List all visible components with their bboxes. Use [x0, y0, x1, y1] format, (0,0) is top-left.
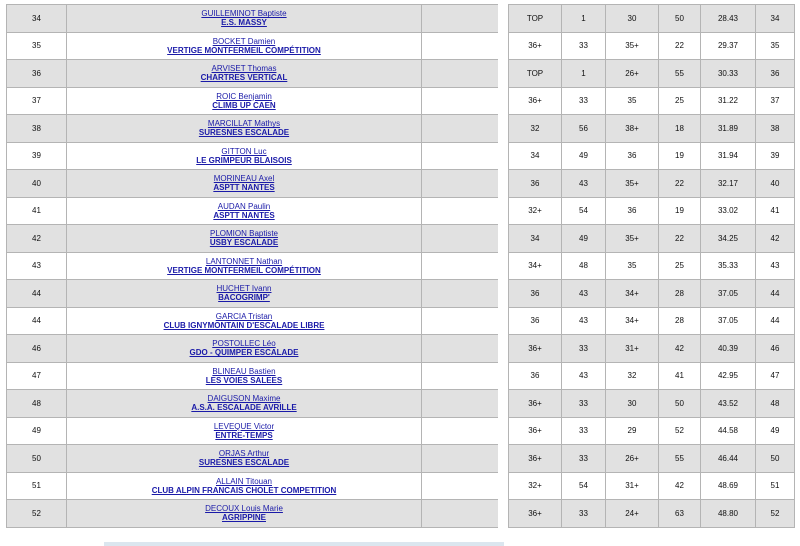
route1-rank-cell: 43: [562, 170, 606, 198]
athlete-name-link[interactable]: ORJAS Arthur: [218, 449, 270, 459]
route1-rank-cell: 1: [562, 5, 606, 33]
athlete-cell: [67, 115, 422, 143]
route2-rank-cell: 19: [659, 197, 701, 225]
route2-result-cell: 31+: [606, 335, 659, 363]
table-row: [509, 32, 795, 60]
route1-result-cell: TOP: [509, 5, 562, 33]
club-name-link[interactable]: CLUB ALPIN FRANCAIS CHOLET COMPETITION: [151, 485, 337, 495]
club-name-link[interactable]: LES VOIES SALEES: [205, 375, 283, 385]
table-row: [7, 252, 499, 280]
rank-cell: 47: [7, 362, 67, 390]
route2-result-cell: 34+: [606, 307, 659, 335]
empty-cell: [422, 5, 499, 33]
final-rank-cell: 34: [756, 5, 795, 33]
rank-cell: 50: [7, 445, 67, 473]
score-cell: 28.43: [701, 5, 756, 33]
athlete-cell: [67, 32, 422, 60]
table-row: [509, 5, 795, 33]
table-row: [509, 170, 795, 198]
athlete-cell: [67, 170, 422, 198]
athlete-name-link[interactable]: LEVEQUE Victor: [213, 421, 275, 431]
score-cell: 37.05: [701, 280, 756, 308]
route1-result-cell: 34: [509, 142, 562, 170]
scrollbar-thumb[interactable]: [104, 542, 504, 546]
rank-cell: 49: [7, 417, 67, 445]
club-name-link[interactable]: VERTIGE MONTFERMEIL COMPÉTITION: [167, 45, 321, 55]
final-rank-cell: 37: [756, 87, 795, 115]
athlete-name-link[interactable]: GARCIA Tristan: [215, 311, 273, 321]
club-name-link[interactable]: LE GRIMPEUR BLAISOIS: [196, 155, 292, 165]
score-cell: 31.94: [701, 142, 756, 170]
athlete-cell: [67, 445, 422, 473]
athlete-cell: [67, 87, 422, 115]
route2-result-cell: 31+: [606, 472, 659, 500]
rank-cell: 51: [7, 472, 67, 500]
athlete-cell: [67, 335, 422, 363]
empty-cell: [422, 472, 499, 500]
route1-result-cell: 36+: [509, 32, 562, 60]
athlete-name-link[interactable]: MORINEAU Axel: [213, 174, 275, 184]
route2-result-cell: 35+: [606, 170, 659, 198]
empty-cell: [422, 362, 499, 390]
route2-rank-cell: 63: [659, 500, 701, 528]
club-name-link[interactable]: AGRIPPINE: [221, 513, 266, 523]
route1-rank-cell: 33: [562, 417, 606, 445]
route2-rank-cell: 22: [659, 225, 701, 253]
route2-rank-cell: 50: [659, 390, 701, 418]
final-rank-cell: 43: [756, 252, 795, 280]
final-rank-cell: 35: [756, 32, 795, 60]
table-row: [509, 472, 795, 500]
route2-result-cell: 35+: [606, 32, 659, 60]
route1-rank-cell: 49: [562, 225, 606, 253]
empty-cell: [422, 417, 499, 445]
table-row: [509, 252, 795, 280]
empty-cell: [422, 197, 499, 225]
athlete-cell: [67, 142, 422, 170]
table-row: [7, 170, 499, 198]
final-rank-cell: 38: [756, 115, 795, 143]
athlete-name-link[interactable]: GITTON Luc: [221, 146, 267, 156]
rank-cell: 46: [7, 335, 67, 363]
empty-cell: [422, 500, 499, 528]
empty-cell: [422, 87, 499, 115]
route2-rank-cell: 52: [659, 417, 701, 445]
final-rank-cell: 50: [756, 445, 795, 473]
score-cell: 37.05: [701, 307, 756, 335]
table-row: [7, 445, 499, 473]
table-row: [509, 225, 795, 253]
empty-cell: [422, 115, 499, 143]
table-row: [7, 142, 499, 170]
score-cell: 43.52: [701, 390, 756, 418]
route2-rank-cell: 42: [659, 335, 701, 363]
route1-rank-cell: 33: [562, 390, 606, 418]
athlete-name-link[interactable]: POSTOLLEC Léo: [212, 339, 276, 349]
score-cell: 33.02: [701, 197, 756, 225]
table-row: [7, 87, 499, 115]
score-cell: 35.33: [701, 252, 756, 280]
route2-result-cell: 26+: [606, 60, 659, 88]
route1-rank-cell: 43: [562, 307, 606, 335]
club-name-link[interactable]: ASPTT NANTES: [213, 210, 275, 220]
table-row: [509, 390, 795, 418]
route2-rank-cell: 28: [659, 307, 701, 335]
empty-cell: [422, 307, 499, 335]
table-row: [509, 197, 795, 225]
club-name-link[interactable]: VERTIGE MONTFERMEIL COMPÉTITION: [167, 265, 321, 275]
rank-cell: 34: [7, 5, 67, 33]
route2-rank-cell: 25: [659, 87, 701, 115]
athlete-cell: [67, 197, 422, 225]
club-name-link[interactable]: ENTRE-TEMPS: [215, 430, 273, 440]
score-cell: 34.25: [701, 225, 756, 253]
table-row: [7, 335, 499, 363]
route1-rank-cell: 43: [562, 362, 606, 390]
rank-cell: 44: [7, 307, 67, 335]
table-row: [509, 417, 795, 445]
club-name-link[interactable]: E.S. MASSY: [221, 18, 267, 28]
rank-cell: 37: [7, 87, 67, 115]
route2-result-cell: 36: [606, 197, 659, 225]
route2-result-cell: 26+: [606, 445, 659, 473]
route1-rank-cell: 33: [562, 445, 606, 473]
table-row: [509, 307, 795, 335]
route2-rank-cell: 22: [659, 32, 701, 60]
final-rank-cell: 40: [756, 170, 795, 198]
athlete-name-link[interactable]: ALLAIN Titouan: [215, 476, 273, 486]
empty-cell: [422, 170, 499, 198]
route2-result-cell: 30: [606, 390, 659, 418]
route1-result-cell: TOP: [509, 60, 562, 88]
athlete-name-link[interactable]: PLOMION Baptiste: [209, 229, 279, 239]
route1-rank-cell: 33: [562, 500, 606, 528]
table-row: [7, 115, 499, 143]
route1-result-cell: 32+: [509, 197, 562, 225]
athlete-cell: [67, 307, 422, 335]
table-row: [7, 32, 499, 60]
score-cell: 30.33: [701, 60, 756, 88]
route2-result-cell: 35: [606, 87, 659, 115]
empty-cell: [422, 280, 499, 308]
final-rank-cell: 51: [756, 472, 795, 500]
route1-rank-cell: 33: [562, 335, 606, 363]
route2-result-cell: 35+: [606, 225, 659, 253]
score-cell: 31.22: [701, 87, 756, 115]
route2-rank-cell: 42: [659, 472, 701, 500]
rank-cell: 38: [7, 115, 67, 143]
final-rank-cell: 39: [756, 142, 795, 170]
club-name-link[interactable]: CLIMB UP CAEN: [212, 100, 276, 110]
rank-cell: 41: [7, 197, 67, 225]
route1-result-cell: 36+: [509, 500, 562, 528]
route1-rank-cell: 33: [562, 32, 606, 60]
athlete-cell: [67, 472, 422, 500]
route1-result-cell: 34: [509, 225, 562, 253]
route2-rank-cell: 19: [659, 142, 701, 170]
route1-result-cell: 36+: [509, 87, 562, 115]
athlete-name-link[interactable]: AUDAN Paulin: [217, 201, 271, 211]
athlete-cell: [67, 390, 422, 418]
athlete-cell: [67, 252, 422, 280]
route2-rank-cell: 55: [659, 60, 701, 88]
athlete-name-link[interactable]: LANTONNET Nathan: [205, 256, 283, 266]
rank-cell: 42: [7, 225, 67, 253]
route1-result-cell: 32: [509, 115, 562, 143]
final-rank-cell: 47: [756, 362, 795, 390]
route1-result-cell: 36: [509, 280, 562, 308]
table-row: [7, 225, 499, 253]
final-rank-cell: 36: [756, 60, 795, 88]
route1-rank-cell: 56: [562, 115, 606, 143]
table-row: [7, 197, 499, 225]
empty-cell: [422, 335, 499, 363]
score-cell: 42.95: [701, 362, 756, 390]
empty-cell: [422, 32, 499, 60]
route2-rank-cell: 22: [659, 170, 701, 198]
athlete-name-link[interactable]: GUILLEMINOT Baptiste: [201, 9, 287, 19]
table-row: [7, 60, 499, 88]
route2-rank-cell: 41: [659, 362, 701, 390]
route2-rank-cell: 55: [659, 445, 701, 473]
route2-rank-cell: 25: [659, 252, 701, 280]
table-row: [509, 280, 795, 308]
empty-cell: [422, 225, 499, 253]
empty-cell: [422, 142, 499, 170]
athlete-name-link[interactable]: HUCHET Ivann: [216, 284, 272, 294]
club-name-link[interactable]: CLUB IGNYMONTAIN D'ESCALADE LIBRE: [163, 320, 325, 330]
athlete-name-link[interactable]: ARVISET Thomas: [211, 64, 277, 74]
final-rank-cell: 44: [756, 307, 795, 335]
athlete-name-link[interactable]: MARCILLAT Mathys: [207, 119, 281, 129]
final-rank-cell: 44: [756, 280, 795, 308]
club-name-link[interactable]: A.S.A. ESCALADE AVRILLE: [191, 403, 297, 413]
athlete-cell: [67, 417, 422, 445]
table-row: [509, 87, 795, 115]
route1-result-cell: 36+: [509, 445, 562, 473]
route2-result-cell: 29: [606, 417, 659, 445]
table-row: [7, 472, 499, 500]
table-row: [509, 335, 795, 363]
club-name-link[interactable]: BACOGRIMP': [218, 293, 270, 303]
route2-rank-cell: 18: [659, 115, 701, 143]
table-row: [509, 142, 795, 170]
athlete-name-link[interactable]: ROIC Benjamin: [216, 91, 272, 101]
table-row: [509, 362, 795, 390]
horizontal-scrollbar[interactable]: [0, 542, 800, 546]
rank-cell: 36: [7, 60, 67, 88]
score-cell: 29.37: [701, 32, 756, 60]
table-row: [7, 417, 499, 445]
route2-result-cell: 30: [606, 5, 659, 33]
route2-result-cell: 38+: [606, 115, 659, 143]
athlete-name-link[interactable]: DAIGUSON Maxime: [207, 394, 281, 404]
empty-cell: [422, 390, 499, 418]
athlete-cell: [67, 60, 422, 88]
athlete-name-link[interactable]: BOCKET Damien: [212, 36, 276, 46]
table-row: [509, 115, 795, 143]
athlete-table: [6, 4, 499, 528]
score-cell: 48.80: [701, 500, 756, 528]
athlete-cell: [67, 280, 422, 308]
route1-result-cell: 36: [509, 170, 562, 198]
route2-result-cell: 36: [606, 142, 659, 170]
score-cell: 32.17: [701, 170, 756, 198]
scores-table: [508, 4, 795, 528]
table-row: [7, 307, 499, 335]
club-name-link[interactable]: ASPTT NANTES: [213, 183, 275, 193]
club-name-link[interactable]: USBY ESCALADE: [209, 238, 279, 248]
table-row: [509, 445, 795, 473]
route1-result-cell: 36+: [509, 417, 562, 445]
score-cell: 46.44: [701, 445, 756, 473]
route1-rank-cell: 54: [562, 197, 606, 225]
table-row: [509, 500, 795, 528]
route2-rank-cell: 28: [659, 280, 701, 308]
route2-result-cell: 34+: [606, 280, 659, 308]
score-cell: 40.39: [701, 335, 756, 363]
club-name-link[interactable]: CHARTRES VERTICAL: [200, 73, 288, 83]
athlete-name-link[interactable]: DECOUX Louis Marie: [205, 504, 283, 514]
table-row: [7, 390, 499, 418]
table-row: [7, 362, 499, 390]
rank-cell: 44: [7, 280, 67, 308]
route1-result-cell: 34+: [509, 252, 562, 280]
route2-rank-cell: 50: [659, 5, 701, 33]
athlete-cell: [67, 362, 422, 390]
route1-result-cell: 32+: [509, 472, 562, 500]
rank-cell: 40: [7, 170, 67, 198]
route1-rank-cell: 43: [562, 280, 606, 308]
route2-result-cell: 35: [606, 252, 659, 280]
final-rank-cell: 46: [756, 335, 795, 363]
final-rank-cell: 52: [756, 500, 795, 528]
score-cell: 31.89: [701, 115, 756, 143]
route1-rank-cell: 1: [562, 60, 606, 88]
route1-rank-cell: 54: [562, 472, 606, 500]
athlete-cell: [67, 225, 422, 253]
final-rank-cell: 41: [756, 197, 795, 225]
club-name-link[interactable]: SURESNES ESCALADE: [198, 128, 290, 138]
final-rank-cell: 42: [756, 225, 795, 253]
table-row: [509, 60, 795, 88]
route1-result-cell: 36+: [509, 335, 562, 363]
route2-result-cell: 32: [606, 362, 659, 390]
empty-cell: [422, 252, 499, 280]
final-rank-cell: 49: [756, 417, 795, 445]
athlete-cell: [67, 500, 422, 528]
table-row: [7, 500, 499, 528]
rank-cell: 43: [7, 252, 67, 280]
route1-rank-cell: 49: [562, 142, 606, 170]
route1-rank-cell: 48: [562, 252, 606, 280]
route1-result-cell: 36: [509, 307, 562, 335]
rank-cell: 39: [7, 142, 67, 170]
route1-result-cell: 36+: [509, 390, 562, 418]
table-row: [7, 280, 499, 308]
column-gap: [498, 0, 508, 546]
rank-cell: 52: [7, 500, 67, 528]
athlete-name-link[interactable]: BLINEAU Bastien: [212, 366, 276, 376]
club-name-link[interactable]: SURESNES ESCALADE: [198, 458, 290, 468]
score-cell: 48.69: [701, 472, 756, 500]
route1-result-cell: 36: [509, 362, 562, 390]
route1-rank-cell: 33: [562, 87, 606, 115]
rank-cell: 48: [7, 390, 67, 418]
empty-cell: [422, 60, 499, 88]
empty-cell: [422, 445, 499, 473]
final-rank-cell: 48: [756, 390, 795, 418]
rank-cell: 35: [7, 32, 67, 60]
athlete-cell: [67, 5, 422, 33]
score-cell: 44.58: [701, 417, 756, 445]
table-row: [7, 5, 499, 33]
route2-result-cell: 24+: [606, 500, 659, 528]
club-name-link[interactable]: GDO - QUIMPER ESCALADE: [189, 348, 299, 358]
